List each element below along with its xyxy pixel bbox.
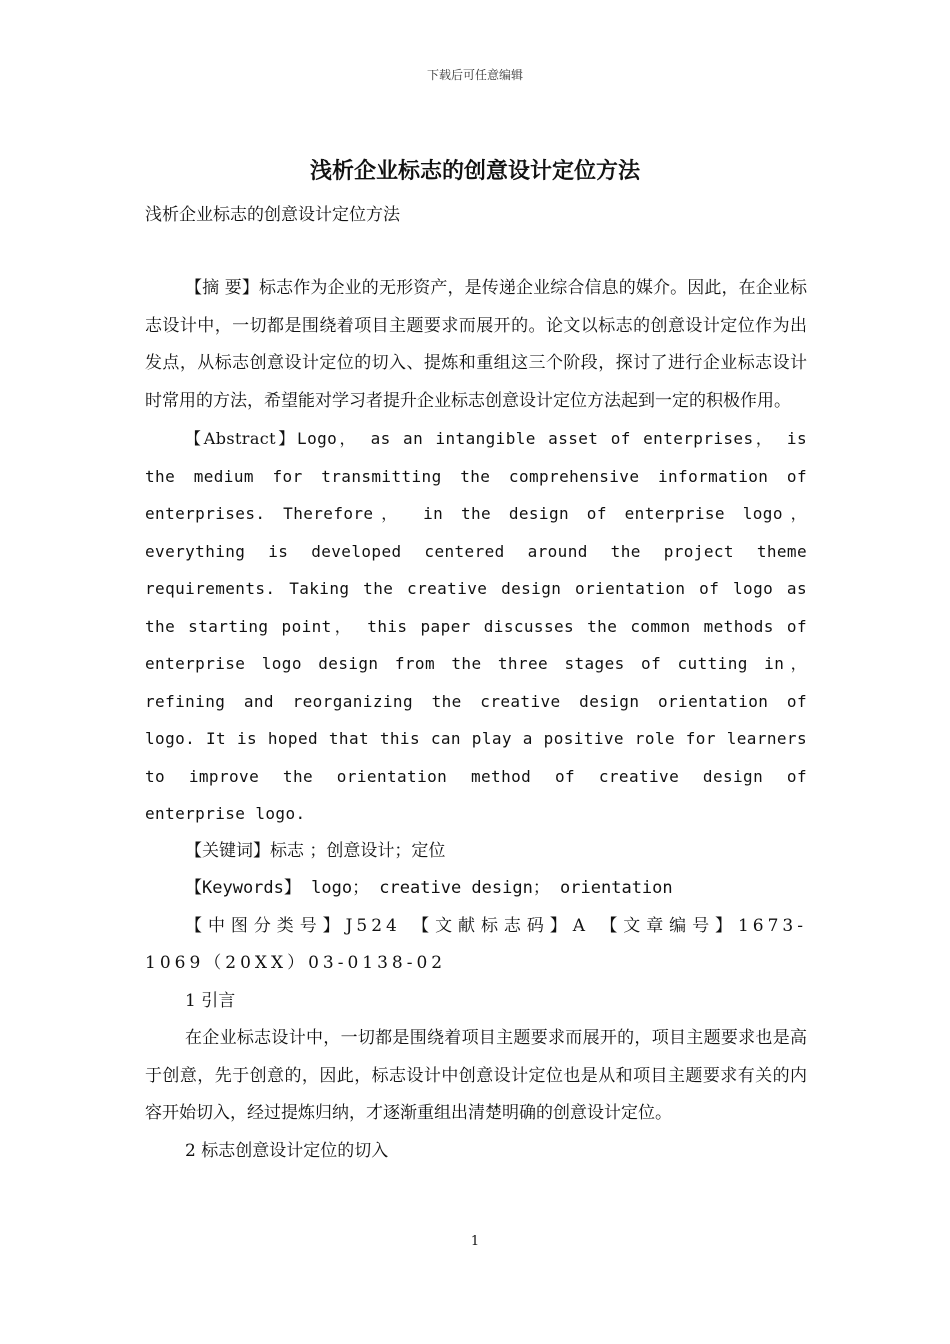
- classification-line: 【中图分类号】J524 【文献标志码】A 【文章编号】1673-1069（20XX）03-0138-02: [145, 915, 807, 973]
- header-note: 下载后可任意编辑: [426, 68, 523, 82]
- keywords-cn-label: 【关键词】: [185, 840, 270, 861]
- keywords-en-text: logo； creative design； orientation: [300, 878, 673, 898]
- keywords-en-line: [145, 870, 807, 908]
- document-title: 浅析企业标志的创意设计定位方法: [309, 158, 640, 184]
- abstract-en-label: 【Abstract】: [185, 429, 298, 448]
- abstract-cn-text: 标志作为企业的无形资产，是传递企业综合信息的媒介。因此，在企业标志设计中，一切都是围绕着项目主题要求而展开的。论文以标志的创意设计定位作为出发点，从标志创意设计定位的切入、提炼和重组这三个阶段，探讨了进行企业标志设计时常用的方法，希望能对学习者提升企业标志创意设计定位方法起到一定的积极作用。: [145, 278, 808, 411]
- keywords-cn-text: 标志 ；创意设计；定位: [270, 840, 446, 861]
- section2-heading: 2 标志创意设计定位的切入: [185, 1140, 389, 1161]
- section1-body: 在企业标志设计中，一切都是围绕着项目主题要求而展开的，项目主题要求也是高于创意，先于创意的，因此，标志设计中创意设计定位也是从和项目主题要求有关的内容开始切入，经过提炼归纳，才逐渐重组出清楚明确的创意设计定位。: [145, 1028, 807, 1123]
- abstract-en-paragraph: [145, 420, 807, 833]
- document-subtitle: 浅析企业标志的创意设计定位方法: [145, 205, 400, 225]
- abstract-en-text: Logo， as an intangible asset of enterprises， is the medium for transmitting the comprehensive information of enterprises. Therefore， in the design of enterprise logo， everything is developed centered around the project theme requirements. Taking the creative design orientation of logo as the starting point， this paper discusses the common methods of enterprise logo design from the three stages of cutting in， refining and reorganizing the creative design orientation of logo. It is hoped that this can play a positive role for learners to improve the orientation method of creative design of enterprise logo.: [145, 429, 808, 823]
- abstract-cn-paragraph: [145, 270, 807, 420]
- section1-heading: 1 引言: [185, 990, 236, 1011]
- abstract-cn-label: 【摘 要】: [185, 278, 260, 298]
- keywords-en-label: 【Keywords】: [185, 878, 301, 898]
- document-body: [145, 270, 807, 1170]
- page-number: 1: [470, 1234, 480, 1249]
- keywords-cn-line: [145, 833, 807, 871]
